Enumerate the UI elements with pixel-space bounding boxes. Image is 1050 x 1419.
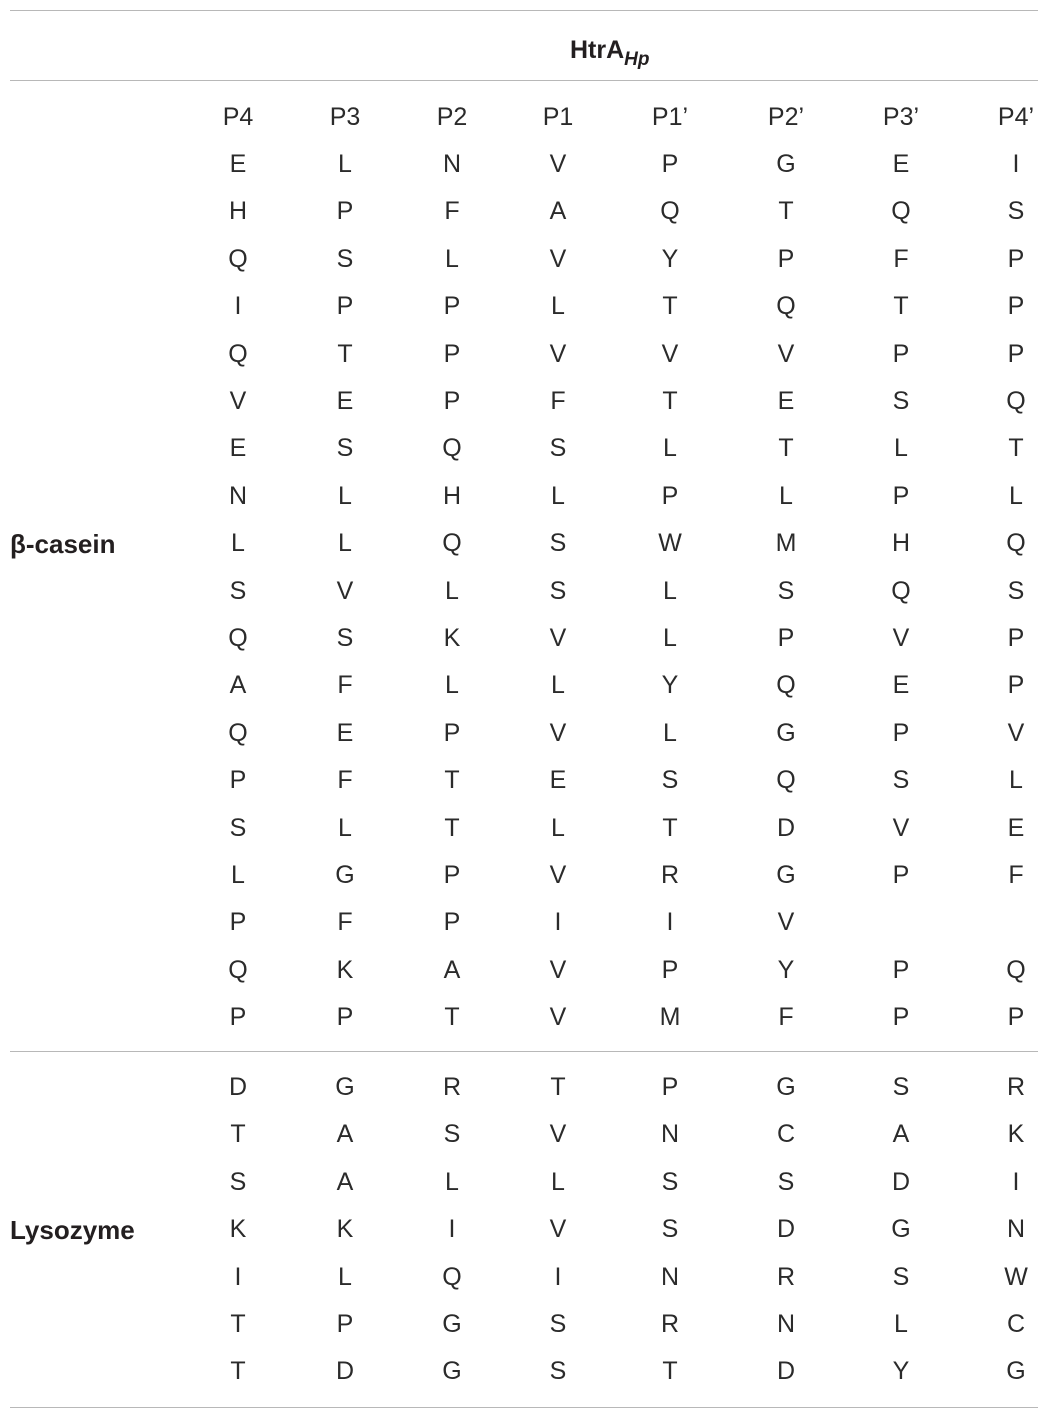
residue-cell: E [892, 150, 910, 178]
residue-cell: S [229, 1167, 247, 1196]
residue-cell: N [442, 150, 462, 178]
residue-cell: Y [661, 244, 679, 273]
residue-cell: D [776, 1357, 796, 1386]
residue-cell: K [1007, 1120, 1025, 1149]
residue-cell: I [1012, 150, 1020, 178]
residue-cell: P [661, 1073, 679, 1101]
residue-cell: L [663, 624, 677, 652]
residue-cell: G [776, 150, 796, 178]
residue-cell: V [892, 813, 910, 842]
residue-cell: S [777, 576, 795, 605]
residue-cell: S [661, 1215, 679, 1244]
residue-cell: V [661, 339, 679, 368]
residue-cell: Q [228, 624, 248, 652]
header-rule [10, 80, 1038, 81]
residue-cell: H [228, 197, 248, 226]
residue-cell: I [554, 1262, 562, 1291]
residue-cell: L [551, 1167, 565, 1196]
residue-cell: P [892, 339, 910, 368]
residue-cell: P [892, 718, 910, 747]
residue-cell: Q [442, 529, 462, 558]
residue-cell: P [443, 908, 461, 937]
residue-cell: T [230, 1357, 246, 1386]
residue-cell: T [444, 1003, 460, 1032]
residue-cell: Q [228, 244, 248, 273]
residue-cell: V [549, 1120, 567, 1149]
residue-cell: L [445, 244, 459, 273]
residue-cell: P [1007, 292, 1025, 321]
residue-cell: S [336, 624, 354, 652]
residue-cell: F [893, 244, 909, 273]
group-separator-rule [10, 1051, 1038, 1052]
residue-cell: L [1009, 766, 1023, 795]
residue-cell: P [229, 1003, 247, 1032]
residue-cell: Q [776, 766, 796, 795]
residue-cell: P [443, 339, 461, 368]
residue-cell: P [443, 861, 461, 889]
residue-cell: P [1007, 339, 1025, 368]
column-header-6: P2’ [767, 103, 805, 131]
residue-cell: V [336, 576, 354, 605]
residue-cell: L [231, 529, 245, 558]
residue-cell: P [1007, 671, 1025, 700]
table-top-rule [10, 10, 1038, 11]
residue-cell: S [892, 1262, 910, 1291]
residue-cell: S [336, 244, 354, 273]
residue-cell: V [549, 339, 567, 368]
residue-cell: I [1012, 1167, 1020, 1196]
residue-cell: I [666, 908, 674, 937]
residue-cell: Y [777, 955, 795, 984]
residue-cell: Q [228, 718, 248, 747]
residue-cell: K [336, 955, 354, 984]
residue-cell: N [228, 481, 248, 510]
column-header-4: P1 [542, 103, 574, 131]
residue-cell: W [1004, 1262, 1028, 1291]
residue-cell: N [660, 1262, 680, 1291]
residue-cell: L [894, 1310, 908, 1338]
column-header-5: P1’ [651, 103, 689, 131]
residue-cell: L [551, 292, 565, 321]
residue-cell: P [1007, 1003, 1025, 1032]
residue-cell: T [778, 197, 794, 226]
residue-cell: E [336, 387, 354, 415]
residue-cell: G [891, 1215, 911, 1244]
residue-cell: P [336, 197, 354, 226]
residue-cell: Q [660, 197, 680, 226]
residue-cell: S [1007, 576, 1025, 605]
residue-cell: N [776, 1310, 796, 1338]
column-header-1: P4 [222, 103, 254, 131]
residue-cell: G [442, 1357, 462, 1386]
residue-cell: A [229, 671, 247, 700]
residue-cell: Q [891, 197, 911, 226]
group-label-1: β-casein [10, 529, 116, 559]
residue-cell: I [234, 1262, 242, 1291]
residue-cell: Y [661, 671, 679, 700]
residue-cell: E [229, 434, 247, 463]
residue-cell: Q [776, 671, 796, 700]
residue-cell: L [231, 861, 245, 889]
residue-cell: P [892, 861, 910, 889]
residue-cell: G [335, 1073, 355, 1101]
residue-cell: P [892, 1003, 910, 1032]
residue-cell: E [777, 387, 795, 415]
residue-cell: K [336, 1215, 354, 1244]
residue-cell: G [1006, 1357, 1026, 1386]
residue-cell: N [660, 1120, 680, 1149]
residue-cell: H [891, 529, 911, 558]
residue-cell: S [661, 1167, 679, 1196]
residue-cell: T [444, 813, 460, 842]
residue-cell: E [892, 671, 910, 700]
residue-cell: P [661, 955, 679, 984]
residue-cell: D [776, 1215, 796, 1244]
residue-cell: Y [892, 1357, 910, 1386]
residue-cell: S [549, 529, 567, 558]
residue-cell: D [335, 1357, 355, 1386]
residue-cell: F [550, 387, 566, 415]
residue-cell: S [661, 766, 679, 795]
residue-cell: S [229, 813, 247, 842]
residue-cell: L [663, 718, 677, 747]
residue-cell: L [445, 1167, 459, 1196]
residue-cell: F [778, 1003, 794, 1032]
residue-cell: L [1009, 481, 1023, 510]
column-header-3: P2 [436, 103, 468, 131]
residue-cell: R [776, 1262, 796, 1291]
residue-cell: V [777, 339, 795, 368]
residue-cell: Q [228, 339, 248, 368]
residue-cell: L [338, 813, 352, 842]
residue-cell: T [444, 766, 460, 795]
residue-cell: S [549, 434, 567, 463]
residue-cell: S [892, 1073, 910, 1101]
residue-cell: L [551, 481, 565, 510]
residue-cell: T [662, 813, 678, 842]
title-subscript: Hp [624, 49, 650, 70]
residue-cell: S [229, 576, 247, 605]
residue-cell: V [549, 1215, 567, 1244]
residue-cell: V [549, 955, 567, 984]
residue-cell: A [336, 1167, 354, 1196]
residue-cell: L [445, 576, 459, 605]
residue-cell: Q [1006, 955, 1026, 984]
residue-cell: R [660, 861, 680, 889]
residue-cell: D [776, 813, 796, 842]
residue-cell: T [550, 1073, 566, 1101]
residue-cell: H [442, 481, 462, 510]
residue-cell: S [549, 1357, 567, 1386]
residue-cell: D [891, 1167, 911, 1196]
residue-cell: A [549, 197, 567, 226]
residue-cell: P [336, 1310, 354, 1338]
column-header-8: P4’ [997, 103, 1035, 131]
residue-cell: C [776, 1120, 796, 1149]
residue-cell: G [335, 861, 355, 889]
residue-cell: E [336, 718, 354, 747]
residue-cell: F [444, 197, 460, 226]
residue-cell: L [663, 434, 677, 463]
residue-cell: Q [891, 576, 911, 605]
residue-cell: P [443, 387, 461, 415]
residue-cell: Q [442, 1262, 462, 1291]
residue-cell: F [337, 766, 353, 795]
residue-cell: P [661, 150, 679, 178]
residue-cell: V [549, 624, 567, 652]
residue-cell: P [661, 481, 679, 510]
column-header-7: P3’ [882, 103, 920, 131]
residue-cell: A [892, 1120, 910, 1149]
residue-cell: F [337, 671, 353, 700]
residue-cell: S [443, 1120, 461, 1149]
residue-cell: F [337, 908, 353, 937]
residue-cell: S [549, 576, 567, 605]
residue-cell: T [230, 1310, 246, 1338]
residue-cell: P [892, 955, 910, 984]
residue-cell: C [1006, 1310, 1026, 1338]
residue-cell: K [229, 1215, 247, 1244]
residue-cell: P [1007, 624, 1025, 652]
residue-cell: T [337, 339, 353, 368]
residue-cell: L [779, 481, 793, 510]
residue-cell: M [775, 529, 797, 558]
residue-cell: G [442, 1310, 462, 1338]
residue-cell: L [445, 671, 459, 700]
residue-cell: P [1007, 244, 1025, 273]
residue-cell: A [336, 1120, 354, 1149]
residue-cell: T [230, 1120, 246, 1149]
residue-cell: S [1007, 197, 1025, 226]
residue-cell: V [549, 244, 567, 273]
residue-cell: L [551, 813, 565, 842]
residue-cell: R [1006, 1073, 1026, 1101]
residue-cell: P [443, 292, 461, 321]
residue-cell: P [336, 292, 354, 321]
residue-cell: T [1008, 434, 1024, 463]
residue-cell: V [777, 908, 795, 937]
residue-cell: R [660, 1310, 680, 1338]
residue-cell: S [892, 766, 910, 795]
residue-cell: K [443, 624, 461, 652]
residue-cell: S [549, 1310, 567, 1338]
residue-cell: L [663, 576, 677, 605]
residue-cell: E [229, 150, 247, 178]
residue-cell: G [776, 861, 796, 889]
residue-cell: F [1008, 861, 1024, 889]
residue-cell: M [659, 1003, 681, 1032]
title-main: HtrA [570, 36, 625, 64]
residue-cell: T [662, 387, 678, 415]
residue-cell: V [229, 387, 247, 415]
residue-cell: S [777, 1167, 795, 1196]
residue-cell: P [229, 908, 247, 937]
residue-cell: Q [442, 434, 462, 463]
residue-cell: P [229, 766, 247, 795]
residue-cell: T [893, 292, 909, 321]
residue-cell: L [338, 529, 352, 558]
column-header-2: P3 [329, 103, 361, 131]
residue-cell: T [662, 1357, 678, 1386]
residue-cell: I [554, 908, 562, 937]
residue-cell: S [336, 434, 354, 463]
residue-cell: T [662, 292, 678, 321]
residue-cell: V [549, 861, 567, 889]
residue-cell: V [549, 1003, 567, 1032]
residue-cell: V [549, 150, 567, 178]
residue-cell: L [338, 481, 352, 510]
residue-cell: E [1007, 813, 1025, 842]
residue-cell: V [549, 718, 567, 747]
residue-cell: P [336, 1003, 354, 1032]
residue-cell: I [234, 292, 242, 321]
residue-cell: Q [1006, 529, 1026, 558]
residue-cell: P [892, 481, 910, 510]
residue-cell: L [551, 671, 565, 700]
residue-cell: P [777, 244, 795, 273]
residue-cell: S [892, 387, 910, 415]
residue-cell: L [338, 1262, 352, 1291]
residue-cell: G [776, 1073, 796, 1101]
residue-cell: R [442, 1073, 462, 1101]
residue-cell: Q [1006, 387, 1026, 415]
residue-cell: G [776, 718, 796, 747]
residue-cell: I [448, 1215, 456, 1244]
residue-cell: Q [228, 955, 248, 984]
residue-cell: V [892, 624, 910, 652]
residue-cell: Q [776, 292, 796, 321]
residue-cell: A [443, 955, 461, 984]
residue-cell: V [1007, 718, 1025, 747]
table-bottom-rule [10, 1407, 1038, 1408]
residue-cell: L [338, 150, 352, 178]
residue-cell: L [894, 434, 908, 463]
residue-cell: W [658, 529, 682, 558]
residue-cell: P [777, 624, 795, 652]
residue-cell: E [549, 766, 567, 795]
table-title [570, 36, 650, 74]
residue-cell: N [1006, 1215, 1026, 1244]
residue-cell: D [228, 1073, 248, 1101]
residue-cell: T [778, 434, 794, 463]
group-label-2: Lysozyme [10, 1215, 135, 1245]
residue-cell: P [443, 718, 461, 747]
